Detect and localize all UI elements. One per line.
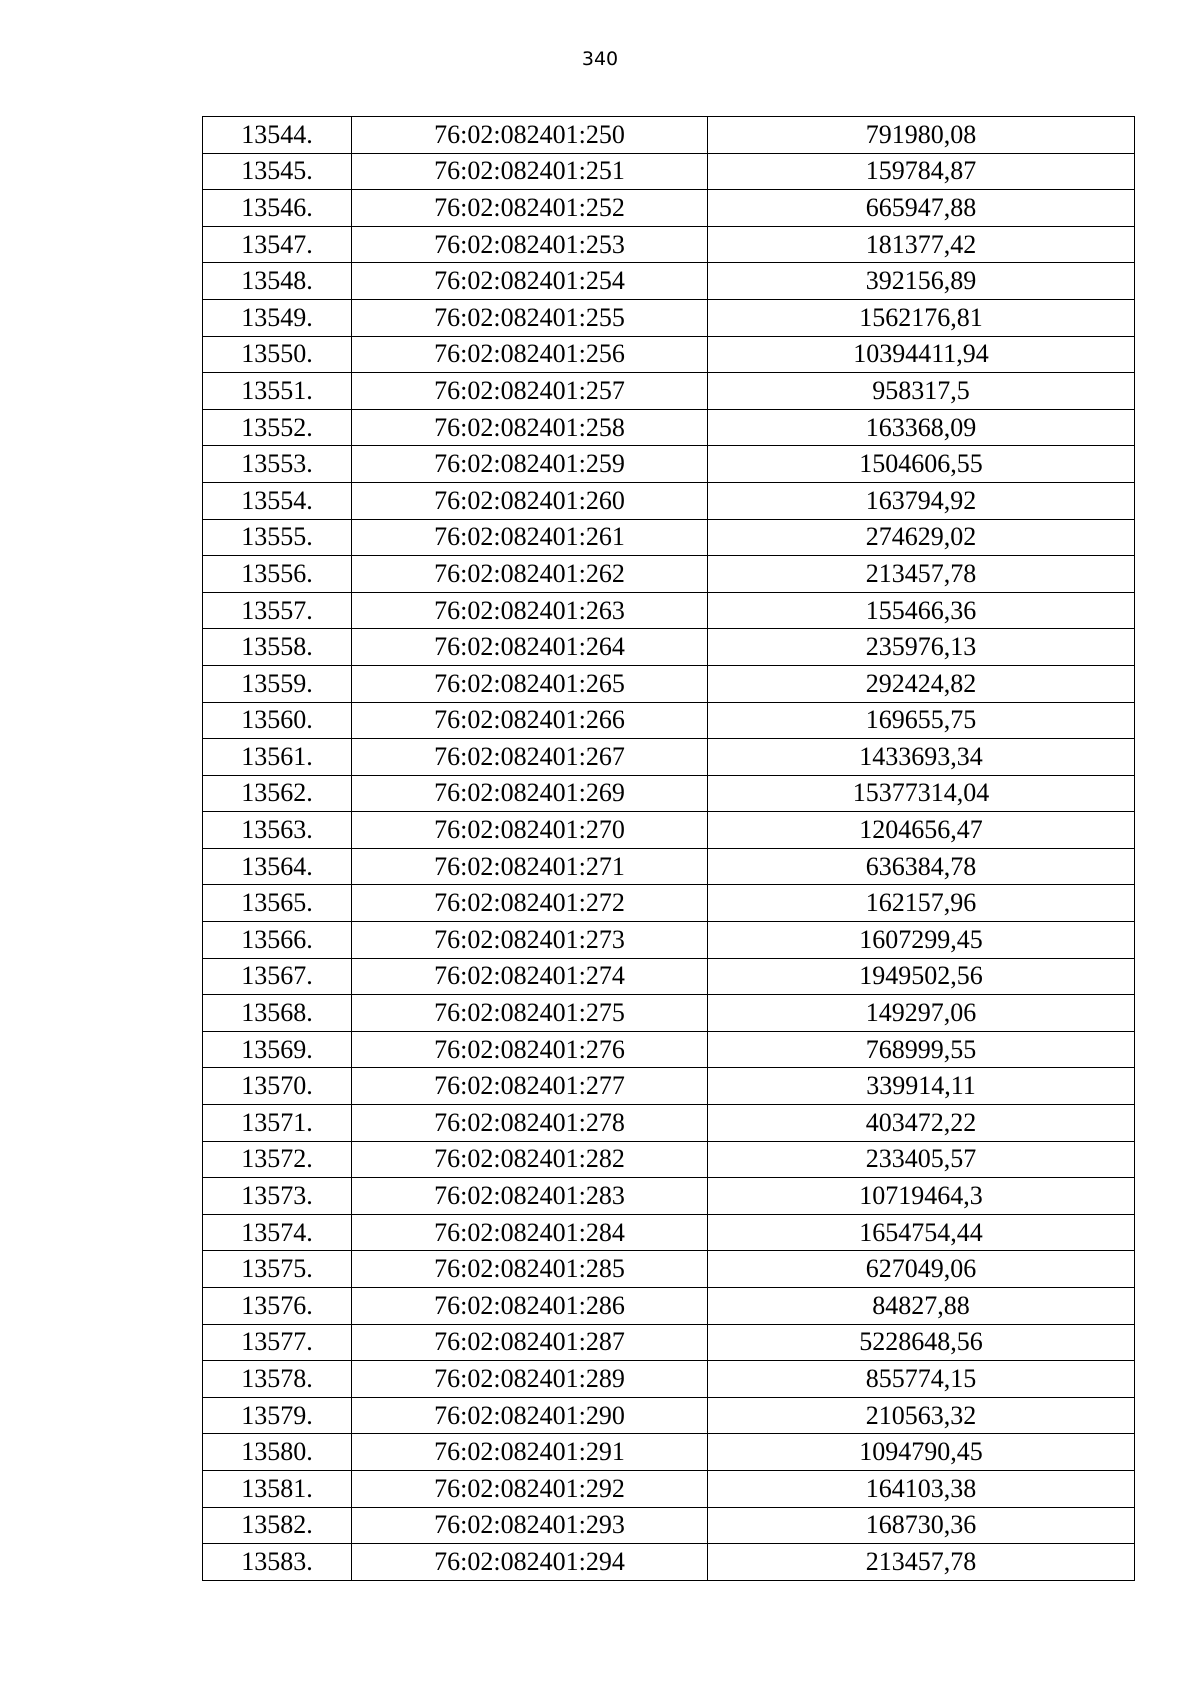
cadastral-number-cell: 76:02:082401:265 [352,665,708,702]
value-cell: 213457,78 [708,1544,1135,1581]
table-row [203,1068,1135,1105]
value-cell: 665947,88 [708,190,1135,227]
row-number-cell: 13546. [203,190,352,227]
row-number-cell: 13559. [203,665,352,702]
value-cell: 155466,36 [708,592,1135,629]
table-row [203,336,1135,373]
row-number-cell: 13549. [203,299,352,336]
table-row [203,702,1135,739]
row-number-cell: 13550. [203,336,352,373]
table-row [203,1178,1135,1215]
cadastral-number-cell: 76:02:082401:263 [352,592,708,629]
cadastral-number-cell: 76:02:082401:256 [352,336,708,373]
value-cell: 15377314,04 [708,775,1135,812]
cadastral-number-cell: 76:02:082401:267 [352,739,708,776]
row-number-cell: 13560. [203,702,352,739]
value-cell: 403472,22 [708,1105,1135,1142]
value-cell: 768999,55 [708,1031,1135,1068]
table-row [203,1507,1135,1544]
row-number-cell: 13544. [203,117,352,154]
row-number-cell: 13572. [203,1141,352,1178]
value-cell: 1607299,45 [708,922,1135,959]
row-number-cell: 13581. [203,1470,352,1507]
table-row [203,1141,1135,1178]
row-number-cell: 13574. [203,1214,352,1251]
cadastral-number-cell: 76:02:082401:277 [352,1068,708,1105]
value-cell: 1433693,34 [708,739,1135,776]
value-cell: 210563,32 [708,1397,1135,1434]
row-number-cell: 13578. [203,1361,352,1398]
cadastral-number-cell: 76:02:082401:294 [352,1544,708,1581]
table-row [203,1251,1135,1288]
value-cell: 292424,82 [708,665,1135,702]
cadastral-number-cell: 76:02:082401:291 [352,1434,708,1471]
cadastral-number-cell: 76:02:082401:285 [352,1251,708,1288]
table-row [203,1214,1135,1251]
cadastral-number-cell: 76:02:082401:286 [352,1288,708,1325]
table-row [203,263,1135,300]
row-number-cell: 13548. [203,263,352,300]
cadastral-number-cell: 76:02:082401:282 [352,1141,708,1178]
table-row [203,1288,1135,1325]
table-row [203,739,1135,776]
cadastral-number-cell: 76:02:082401:258 [352,409,708,446]
row-number-cell: 13569. [203,1031,352,1068]
row-number-cell: 13556. [203,556,352,593]
row-number-cell: 13582. [203,1507,352,1544]
row-number-cell: 13552. [203,409,352,446]
row-number-cell: 13565. [203,885,352,922]
row-number-cell: 13568. [203,995,352,1032]
value-cell: 1949502,56 [708,958,1135,995]
value-cell: 958317,5 [708,373,1135,410]
cadastral-number-cell: 76:02:082401:284 [352,1214,708,1251]
value-cell: 213457,78 [708,556,1135,593]
table-body [203,117,1135,1581]
table-row [203,482,1135,519]
row-number-cell: 13570. [203,1068,352,1105]
table-row [203,995,1135,1032]
table-row [203,373,1135,410]
cadastral-number-cell: 76:02:082401:264 [352,629,708,666]
cadastral-number-cell: 76:02:082401:262 [352,556,708,593]
table-row [203,226,1135,263]
table-row [203,848,1135,885]
value-cell: 168730,36 [708,1507,1135,1544]
row-number-cell: 13545. [203,153,352,190]
value-cell: 169655,75 [708,702,1135,739]
value-cell: 10394411,94 [708,336,1135,373]
table-row [203,592,1135,629]
row-number-cell: 13576. [203,1288,352,1325]
value-cell: 164103,38 [708,1470,1135,1507]
cadastral-number-cell: 76:02:082401:289 [352,1361,708,1398]
table-row [203,299,1135,336]
value-cell: 1094790,45 [708,1434,1135,1471]
row-number-cell: 13551. [203,373,352,410]
row-number-cell: 13573. [203,1178,352,1215]
table-row [203,556,1135,593]
cadastral-number-cell: 76:02:082401:292 [352,1470,708,1507]
cadastral-number-cell: 76:02:082401:255 [352,299,708,336]
cadastral-number-cell: 76:02:082401:250 [352,117,708,154]
cadastral-number-cell: 76:02:082401:259 [352,446,708,483]
cadastral-number-cell: 76:02:082401:287 [352,1324,708,1361]
table-row [203,1031,1135,1068]
row-number-cell: 13579. [203,1397,352,1434]
cadastral-number-cell: 76:02:082401:290 [352,1397,708,1434]
table-row [203,958,1135,995]
table-row [203,153,1135,190]
table-row [203,519,1135,556]
cadastral-number-cell: 76:02:082401:252 [352,190,708,227]
cadastral-number-cell: 76:02:082401:270 [352,812,708,849]
cadastral-number-cell: 76:02:082401:251 [352,153,708,190]
table-row [203,1324,1135,1361]
table-row [203,812,1135,849]
row-number-cell: 13558. [203,629,352,666]
cadastral-number-cell: 76:02:082401:253 [352,226,708,263]
value-cell: 1562176,81 [708,299,1135,336]
table-row [203,922,1135,959]
value-cell: 163794,92 [708,482,1135,519]
cadastral-number-cell: 76:02:082401:278 [352,1105,708,1142]
table-row [203,409,1135,446]
row-number-cell: 13575. [203,1251,352,1288]
table-row [203,1361,1135,1398]
row-number-cell: 13583. [203,1544,352,1581]
row-number-cell: 13571. [203,1105,352,1142]
value-cell: 84827,88 [708,1288,1135,1325]
row-number-cell: 13562. [203,775,352,812]
cadastral-number-cell: 76:02:082401:274 [352,958,708,995]
row-number-cell: 13577. [203,1324,352,1361]
value-cell: 1654754,44 [708,1214,1135,1251]
table-row [203,1434,1135,1471]
cadastral-number-cell: 76:02:082401:261 [352,519,708,556]
cadastral-number-cell: 76:02:082401:283 [352,1178,708,1215]
cadastral-number-cell: 76:02:082401:266 [352,702,708,739]
value-cell: 233405,57 [708,1141,1135,1178]
cadastral-number-cell: 76:02:082401:269 [352,775,708,812]
row-number-cell: 13566. [203,922,352,959]
value-cell: 855774,15 [708,1361,1135,1398]
table-row [203,775,1135,812]
cadastral-number-cell: 76:02:082401:273 [352,922,708,959]
value-cell: 392156,89 [708,263,1135,300]
row-number-cell: 13564. [203,848,352,885]
value-cell: 791980,08 [708,117,1135,154]
row-number-cell: 13554. [203,482,352,519]
table-row [203,885,1135,922]
row-number-cell: 13547. [203,226,352,263]
cadastral-number-cell: 76:02:082401:260 [352,482,708,519]
row-number-cell: 13563. [203,812,352,849]
value-cell: 339914,11 [708,1068,1135,1105]
row-number-cell: 13580. [203,1434,352,1471]
table-row [203,665,1135,702]
row-number-cell: 13553. [203,446,352,483]
value-cell: 235976,13 [708,629,1135,666]
table-row [203,190,1135,227]
row-number-cell: 13555. [203,519,352,556]
value-cell: 159784,87 [708,153,1135,190]
cadastral-number-cell: 76:02:082401:293 [352,1507,708,1544]
row-number-cell: 13557. [203,592,352,629]
cadastral-number-cell: 76:02:082401:272 [352,885,708,922]
value-cell: 1204656,47 [708,812,1135,849]
table-row [203,1105,1135,1142]
value-cell: 149297,06 [708,995,1135,1032]
cadastral-number-cell: 76:02:082401:271 [352,848,708,885]
table-row [203,1544,1135,1581]
value-cell: 1504606,55 [708,446,1135,483]
value-cell: 162157,96 [708,885,1135,922]
value-cell: 636384,78 [708,848,1135,885]
cadastral-value-table [202,116,1135,1581]
cadastral-number-cell: 76:02:082401:257 [352,373,708,410]
page-number: 340 [581,48,619,70]
row-number-cell: 13561. [203,739,352,776]
cadastral-number-cell: 76:02:082401:276 [352,1031,708,1068]
table-row [203,1470,1135,1507]
row-number-cell: 13567. [203,958,352,995]
table-row [203,446,1135,483]
value-cell: 627049,06 [708,1251,1135,1288]
table-row [203,117,1135,154]
value-cell: 10719464,3 [708,1178,1135,1215]
table-row [203,629,1135,666]
value-cell: 163368,09 [708,409,1135,446]
table-row [203,1397,1135,1434]
value-cell: 181377,42 [708,226,1135,263]
value-cell: 5228648,56 [708,1324,1135,1361]
cadastral-number-cell: 76:02:082401:254 [352,263,708,300]
cadastral-number-cell: 76:02:082401:275 [352,995,708,1032]
value-cell: 274629,02 [708,519,1135,556]
